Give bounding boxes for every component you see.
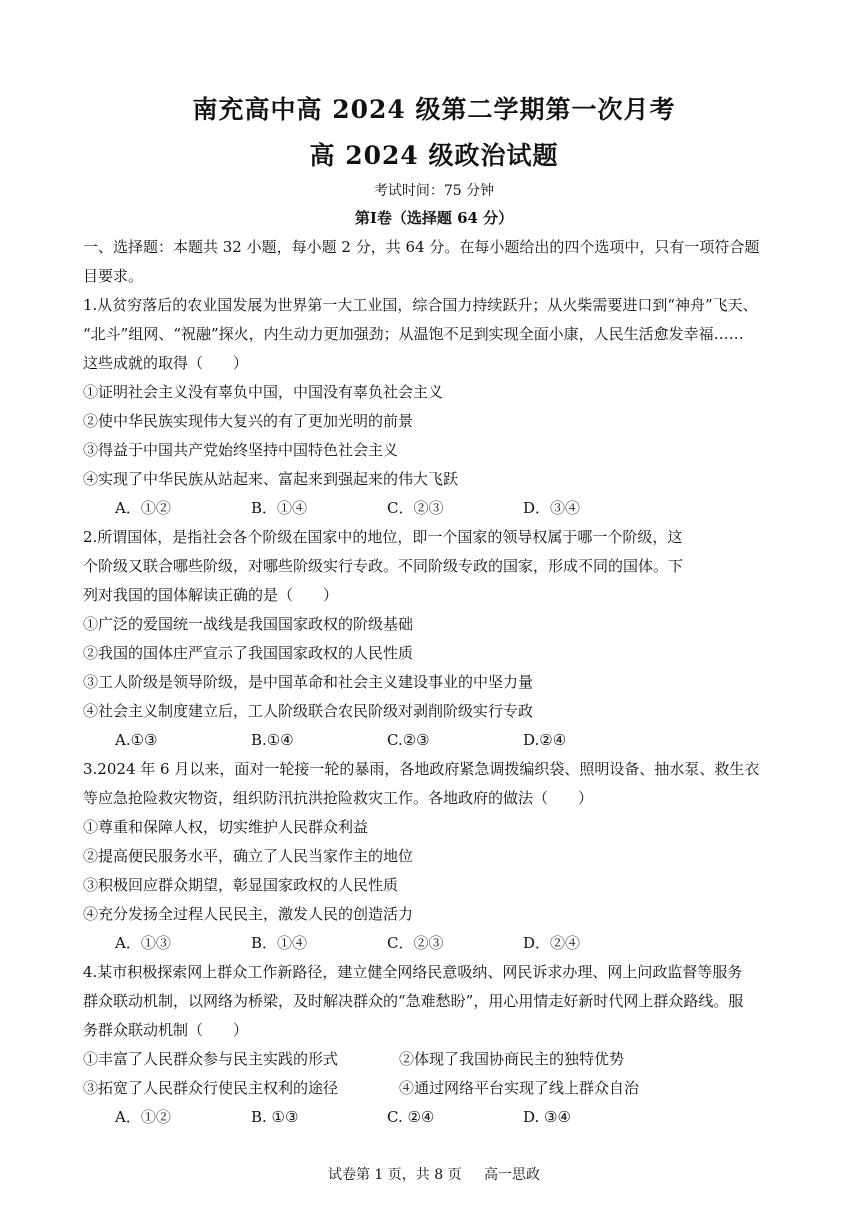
- choice-d: D. ③④: [523, 1108, 571, 1126]
- question-stem-line: 2.所谓国体，是指社会各个阶级在国家中的地位，即一个国家的领导权属于哪一个阶级，这: [83, 528, 683, 546]
- question-stem-line: 群众联动机制，以网络为桥梁，及时解决群众的“急难愁盼”，用心用情走好新时代网上群众路线。服: [83, 992, 744, 1010]
- choice-c: C. ②④: [387, 1108, 435, 1126]
- part-title: 第Ⅰ卷（选择题 64 分）: [354, 209, 514, 227]
- statement-option: ④通过网络平台实现了线上群众自治: [399, 1079, 640, 1097]
- subject-label: 高一思政: [484, 1167, 541, 1183]
- question-stem-line: 务群众联动机制（ ）: [83, 1021, 249, 1039]
- choice-a: A．①②: [115, 499, 171, 517]
- statement-option: ②提高便民服务水平，确立了人民当家作主的地位: [83, 847, 414, 865]
- question-stem-line: 1.从贫穷落后的农业国发展为世界第一大工业国，综合国力持续跃升；从火柴需要进口到“神舟”飞天、: [83, 296, 758, 314]
- statement-option-row: [83, 1045, 788, 1074]
- exam-subtitle: 高 2024 级政治试题: [309, 141, 559, 170]
- choice-b: B．①④: [251, 499, 308, 517]
- choice-d: D．③④: [523, 499, 581, 517]
- page-footer: [0, 1164, 868, 1184]
- choice-b: B．①④: [251, 934, 308, 952]
- statement-option: ④充分发扬全过程人民民主，激发人民的创造活力: [83, 905, 414, 923]
- choice-b: B.①④: [251, 731, 294, 749]
- instructions-line: 一、选择题：本题共 32 小题，每小题 2 分，共 64 分。在每小题给出的四个选项中，只有一项符合题: [83, 238, 760, 256]
- statement-option: ②体现了我国协商民主的独特优势: [399, 1050, 625, 1068]
- question-stem-line: 等应急抢险救灾物资，组织防汛抗洪抢险救灾工作。各地政府的做法（ ）: [83, 789, 594, 807]
- question-stem-line: “北斗”组网、“祝融”探火，内生动力更加强劲；从温饱不足到实现全面小康，人民生活愈发幸福……: [83, 325, 744, 343]
- question-1: [83, 291, 788, 523]
- statement-option: ③得益于中国共产党始终坚持中国特色社会主义: [83, 441, 399, 459]
- statement-option: ①丰富了人民群众参与民主实践的形式: [83, 1050, 339, 1068]
- choice-d: D．②④: [523, 934, 581, 952]
- question-2: [83, 523, 788, 755]
- choice-c: C.②③: [387, 731, 430, 749]
- question-stem-line: 3.2024 年 6 月以来，面对一轮接一轮的暴雨，各地政府紧急调拨编织袋、照明设备、抽水泵、救生衣: [83, 760, 760, 778]
- answer-choices: [83, 929, 788, 958]
- exam-title: 南充高中高 2024 级第二学期第一次月考: [192, 95, 676, 124]
- question-stem-line: 4.某市积极探索网上群众工作新路径，建立健全网络民意吸纳、网民诉求办理、网上问政监督等服务: [83, 963, 743, 981]
- question-3: [83, 755, 788, 958]
- choice-d: D.②④: [523, 731, 567, 749]
- page-number: 试卷第 1 页，共 8 页: [327, 1167, 462, 1183]
- choice-a: A.①③: [115, 731, 158, 749]
- statement-option-row: [83, 1074, 788, 1103]
- statement-option: ①尊重和保障人权，切实维护人民群众利益: [83, 818, 369, 836]
- statement-option: ③拓宽了人民群众行使民主权利的途径: [83, 1079, 339, 1097]
- statement-option: ④实现了中华民族从站起来、富起来到强起来的伟大飞跃: [83, 470, 459, 488]
- statement-option: ②使中华民族实现伟大复兴的有了更加光明的前景: [83, 412, 414, 430]
- answer-choices: [83, 1103, 788, 1132]
- instructions-line: 目要求。: [83, 267, 144, 285]
- choice-b: B. ①③: [251, 1108, 299, 1126]
- choice-c: C．②③: [387, 499, 444, 517]
- question-stem-line: 列对我国的国体解读正确的是（ ）: [83, 586, 339, 604]
- statement-option: ④社会主义制度建立后，工人阶级联合农民阶级对剥削阶级实行专政: [83, 702, 534, 720]
- statement-option: ①广泛的爱国统一战线是我国国家政权的阶级基础: [83, 615, 414, 633]
- statement-option: ③积极回应群众期望，彰显国家政权的人民性质: [83, 876, 399, 894]
- statement-option: ②我国的国体庄严宣示了我国国家政权的人民性质: [83, 644, 414, 662]
- statement-option: ①证明社会主义没有辜负中国，中国没有辜负社会主义: [83, 383, 444, 401]
- exam-time: 考试时间：75 分钟: [373, 183, 495, 199]
- exam-content: [83, 233, 788, 1132]
- choice-c: C．②③: [387, 934, 444, 952]
- choice-a: A．①③: [115, 934, 171, 952]
- choice-a: A．①②: [115, 1108, 171, 1126]
- statement-option: ③工人阶级是领导阶级，是中国革命和社会主义建设事业的中坚力量: [83, 673, 534, 691]
- answer-choices: [83, 494, 788, 523]
- question-stem-line: 这些成就的取得（ ）: [83, 354, 249, 372]
- answer-choices: [83, 726, 788, 755]
- question-stem-line: 个阶级又联合哪些阶级，对哪些阶级实行专政。不同阶级专政的国家，形成不同的国体。下: [83, 557, 684, 575]
- question-4: [83, 958, 788, 1132]
